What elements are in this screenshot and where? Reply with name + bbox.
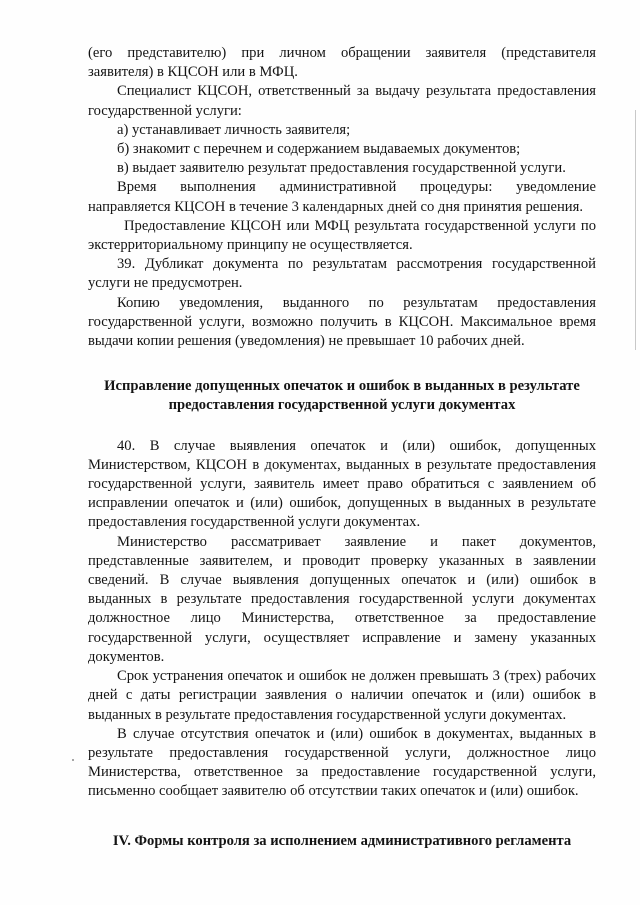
paragraph-continuation: (его представителю) при личном обращении заявителя (представителя заявителя) в КЦСОН или в МФЦ. <box>88 45 596 81</box>
scan-speck <box>72 759 74 761</box>
document-body <box>88 44 596 852</box>
paragraph-39: 39. Дубликат документа по результатам рассмотрения государственной услуги не предусмотрен. <box>88 256 596 292</box>
paragraph-specialist: Специалист КЦСОН, ответственный за выдачу результата предоставления государственной услуги: <box>88 83 596 119</box>
paragraph-extraterritorial: Предоставление КЦСОН или МФЦ результата государственной услуги по экстерриториальному принципу не осуществляется. <box>88 217 596 254</box>
paragraph-40: 40. В случае выявления опечаток и (или) ошибок, допущенных Министерством, КЦСОН в документах, выданных в результате предоставления государственной услуги, заявитель имеет право обратиться с заявлением об исправлении опечаток и (или) ошибок, допущенных в выданных в результате предоставления государственной услуги документах. <box>88 437 596 531</box>
paragraph-no-errors: В случае отсутствия опечаток и (или) ошибок в документах, выданных в результате предоставления государственной услуги, должностное лицо Министерства, ответственное за предоставление государственной услуги, письменно сообщает заявителю об отсутствии таких опечаток и (или) ошибок. <box>88 725 596 800</box>
paragraph-ministry-review: Министерство рассматривает заявление и пакет документов, представленные заявителем, и проводит проверку указанных в заявлении сведений. В случае выявления допущенных опечаток и (или) ошибок в выданных в результате предоставления государственной услуги документах должностное лицо Министерства, ответственное за предоставление государственной услуги, осуществляет исправление и замену указанных документов. <box>88 533 596 665</box>
chapter-heading: IV. Формы контроля за исполнением административного регламента <box>112 832 572 849</box>
list-item-a: а) устанавливает личность заявителя; <box>117 121 351 138</box>
scan-edge-shadow <box>635 110 636 350</box>
paragraph-correction-term: Срок устранения опечаток и ошибок не должен превышать 3 (трех) рабочих дней с даты регистрации заявления о наличии опечаток и (или) ошибок в выданных в результате предоставления государственной услуги документах. <box>88 668 596 723</box>
section-heading: Исправление допущенных опечаток и ошибок в выданных в результате предоставления государственной услуги документах <box>104 378 580 414</box>
paragraph-procedure-time: Время выполнения административной процедуры: уведомление направляется КЦСОН в течение 3 календарных дней со дня принятия решения. <box>88 179 596 215</box>
list-item-b: б) знакомит с перечнем и содержанием выдаваемых документов; <box>117 141 521 158</box>
paragraph-copy-notice: Копию уведомления, выданного по результатам предоставления государственной услуги, возможно получить в КЦСОН. Максимальное время выдачи копии решения (уведомления) не превышает 10 рабочих дней. <box>88 294 596 350</box>
list-item-c: в) выдает заявителю результат предоставления государственной услуги. <box>117 160 566 177</box>
